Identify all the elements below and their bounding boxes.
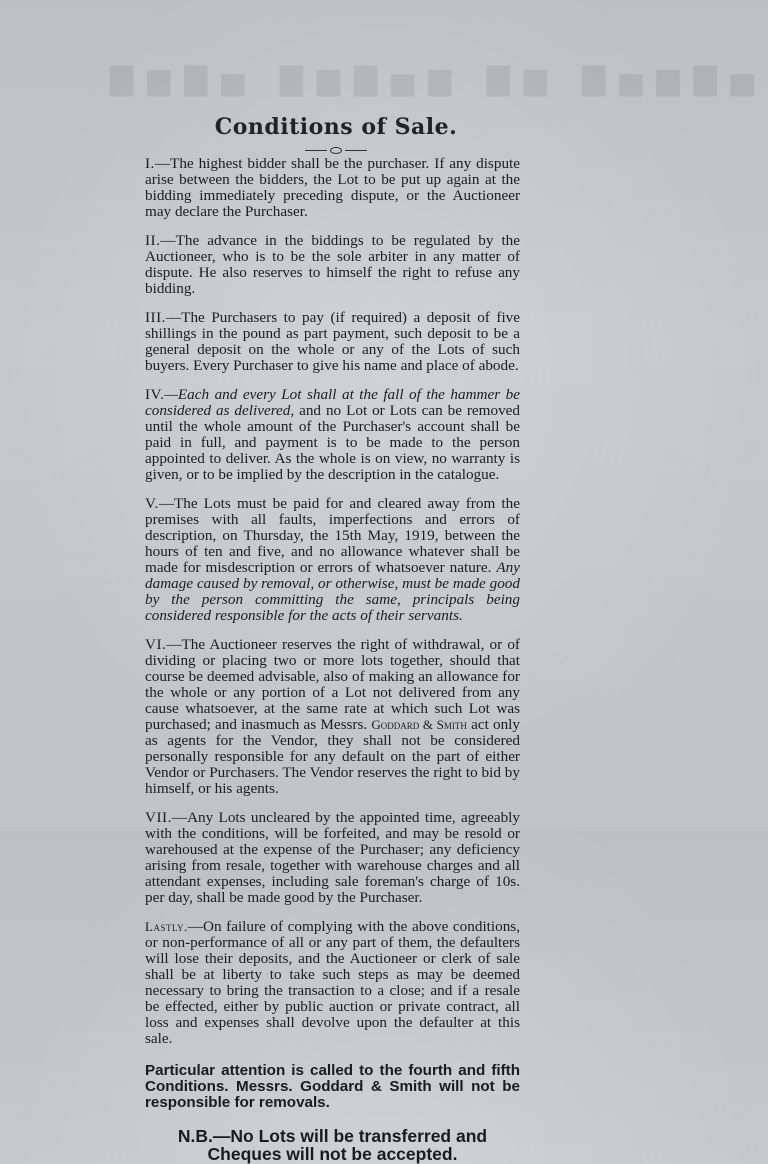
condition-6 <box>145 637 520 797</box>
condition-number: Lastly. <box>145 919 188 934</box>
condition-text: —The Lots must be paid for and cleared away from the premises with all faults, imperfections and errors of description, on Thursday, the 15th May, 1919, between the hours of ten and five, and no allowance whatever shall be made for misdescription or errors of whatsoever nature. <box>145 495 520 576</box>
condition-number: VI. <box>145 636 167 653</box>
nb-notice: N.B.—No Lots will be transferred and Cheques will not be accepted. <box>177 1126 488 1164</box>
condition-text: —The highest bidder shall be the purchaser. If any dispute arise between the bidders, the Lot to be put up again at the bidding immediately preceding dispute, or the Auctioneer may declare the Purchaser. <box>145 155 520 220</box>
condition-text: —The Auctioneer reserves the right of withdrawal, or of dividing or placing two or more lots together, should that course be deemed advisable, also of making an allowance for the whole or any portion of a Lot not delivered from any cause whatsoever, at the same rate at which such Lot was purchased; and inasmuch as Messrs. <box>145 636 520 733</box>
condition-7 <box>145 810 520 906</box>
condition-2 <box>145 233 520 297</box>
condition-lastly <box>145 919 520 1047</box>
condition-number: V. <box>145 495 159 512</box>
condition-4 <box>145 387 520 483</box>
firm-name: Goddard & Smith <box>371 717 467 732</box>
condition-1 <box>145 156 520 220</box>
condition-text: —On failure of complying with the above conditions, or non-performance of all or any part of them, the defaulters will lose their deposits, and the Auctioneer or clerk of sale shall be at liberty to take such steps as may be deemed necessary to bring the transaction to a close; and if a resale be effected, either by public auction or private contract, all loss and expenses shall devolve upon the defaulter at this sale. <box>145 918 520 1047</box>
condition-text: act only as agents for the Vendor, they shall not be considered personally responsible for any default on the part of either Vendor or Purchasers. The Vendor reserves the right to bid by himself, or his agents. <box>145 716 520 797</box>
title-ornament <box>144 146 528 154</box>
condition-number: II. <box>145 232 161 249</box>
condition-text: —Any Lots uncleared by the appointed time, agreeably with the conditions, will be forfeited, and may be resold or warehoused at the expense of the Purchaser; any deficiency arising from resale, together with warehouse charges and all attendant expenses, including sale foreman's charge of 10s. per day, shall be made good by the Purchaser. <box>145 809 520 906</box>
clauses-block <box>145 156 520 1163</box>
show-through-text: ▇▆▇▅ ▇▆▇▅▆ ▇▆ ▇▅▆▇▅ <box>110 63 768 96</box>
condition-number: VII. <box>145 809 172 826</box>
condition-number: I. <box>145 155 155 172</box>
condition-number: IV. <box>145 386 165 403</box>
condition-3 <box>145 310 520 374</box>
page-title: Conditions of Sale. <box>214 114 458 140</box>
particular-attention-notice: Particular attention is called to the fourth and fifth Conditions. Messrs. Goddard & Smith will not be responsible for removals. <box>145 1062 520 1111</box>
condition-text: —The Purchasers to pay (if required) a deposit of five shillings in the pound as part payment, such deposit to be a general deposit on the whole or any of the Lots of such buyers. Every Purchaser to give his name and place of abode. <box>145 309 520 374</box>
condition-italic-text: —Each and every Lot shall at the fall of the hammer be considered as delivered, <box>145 386 520 419</box>
condition-italic-text: Any damage caused by removal, or otherwise, must be made good by the person committing the same, principals being considered responsible for the acts of their servants. <box>145 559 520 624</box>
condition-text: —The advance in the biddings to be regulated by the Auctioneer, who is to be the sole arbiter in any matter of dispute. He also reserves to himself the right to refuse any bidding. <box>145 232 520 297</box>
condition-5 <box>145 496 520 624</box>
condition-text: and no Lot or Lots can be removed until the whole amount of the Purchaser's account shall be paid in full, and payment is to be made to the person appointed to deliver. As the whole is on view, no warranty is given, or to be implied by the description in the catalogue. <box>145 402 520 483</box>
condition-number: III. <box>145 309 166 326</box>
